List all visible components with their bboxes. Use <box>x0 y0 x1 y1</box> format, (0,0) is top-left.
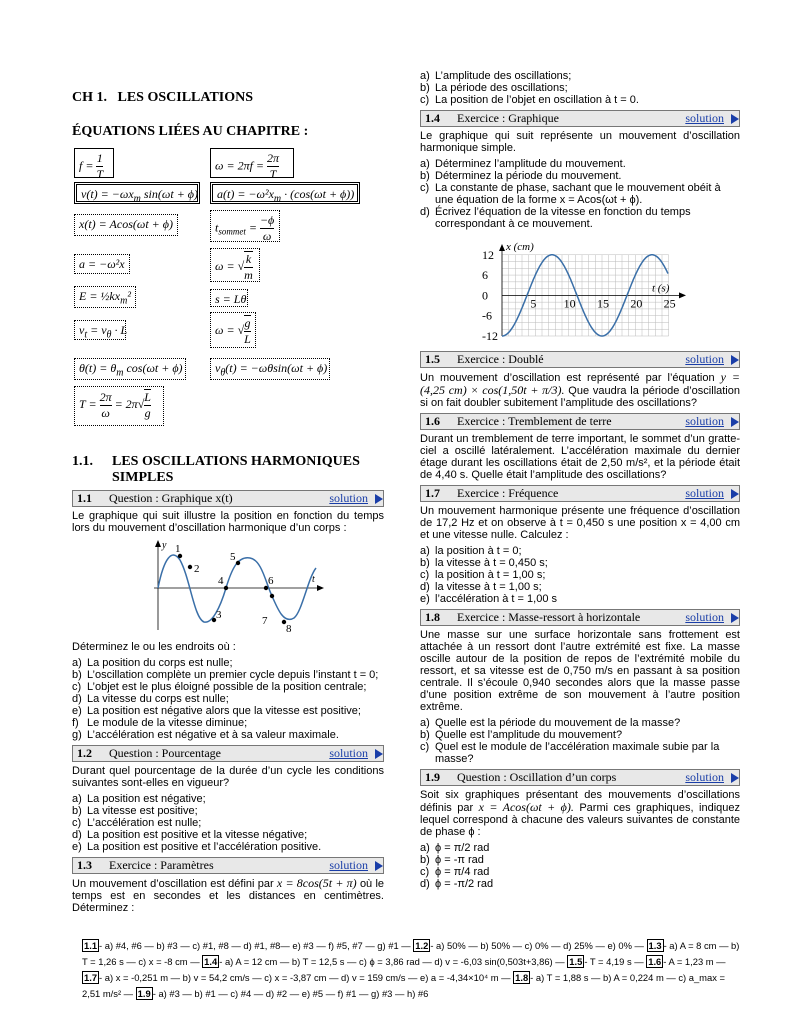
point-label-8: 8 <box>286 623 292 635</box>
formula-velocity: $v(t) = -\omega x_m$ sin(ωt + ϕ) <box>74 182 200 204</box>
q1-7-text: Un mouvement harmonique présente une fréquence d’oscillation de 17,2 Hz et on observe à t = 0,450 s une position x = 4,00 cm et une vitesse nulle. Calculez : <box>420 505 740 541</box>
point-4 <box>224 586 228 590</box>
formula-energy: $E = \frac{1}{2}kx_m^2$ <box>74 286 136 308</box>
list-item: a) La position du corps est nulle; <box>72 657 233 669</box>
solution-arrow-icon[interactable] <box>731 773 739 783</box>
point-label-5: 5 <box>230 551 236 563</box>
y-tick-label: 6 <box>482 268 488 283</box>
list-item: c) ϕ = π/4 rad <box>420 866 490 878</box>
graph-x-t <box>72 538 384 638</box>
solution-link-1-7[interactable]: solution <box>685 486 724 500</box>
x-tick-label: 10 <box>563 296 576 311</box>
point-label-7: 7 <box>262 615 268 627</box>
q1-8-text: Une masse sur une surface horizontale sans frottement est attachée à un ressort dont l’autre extrémité est fixe. La masse oscille autour de la position de repos de l’extrémité mobile du ressort, et sa vitesse est de 0,750 m/s en passant à sa position centrale. Il s’écoule 0,940 secondes alors que la masse passe d’une position extrême de son mouvement à l’autre position extrême. <box>420 629 740 713</box>
q1-2-options <box>72 793 384 853</box>
q1-5-text: Un mouvement d’oscillation est représenté par l’équation y = (4,25 cm) × cos(1,50t + π/3). Que vaudra la période d’oscillation si on fait doubler subitement l’amplitude des oscillations? <box>420 370 740 409</box>
solution-arrow-icon[interactable] <box>375 749 383 759</box>
point-label-4: 4 <box>218 575 224 587</box>
q1-1-text: Le graphique qui suit illustre la position en fonction du temps lors du mouvement d’oscillation harmonique d’un corps : <box>72 510 384 534</box>
answers-footer: 1.1 - a) #4, #6 — b) #3 — c) #1, #8 — d) #1, #8— e) #3 — f) #5, #7 — g) #1 — 1.2 - a) 50% — b) 50% — c) 0% — d) 25% — e) 0% — 1.3 - a) A = 8 cm — b) T = 1,26 s — c) x = -8 cm — 1.4 - a) A = 12 cm — b) T = 12,5 s — c) ϕ = 3,86 rad — d) v = -6,03 sin(0,503t+3,86) — 1.5 - T = 4,19 s — 1.6 - A = 1,23 m — 1.7 - a) x = -0,251 m — b) v = 54,2 cm/s — c) x = -3,87 cm — d) v = 159 cm/s — e) a = -4,34×10⁴ m — 1.8 - a) T = 1,88 s — b) A = 0,224 m — c) a_max = 2,51 m/s² — 1.9 - a) #3 — b) #1 — c) #4 — d) #2 — e) #5 — f) #1 — g) #3 — h) #6 <box>82 940 740 999</box>
answer-tag-1-6[interactable]: 1.6 <box>648 956 662 967</box>
q1-1-prompt: Déterminez le ou les endroits où : <box>72 641 236 653</box>
question-1-9-header: 1.9 Question : Oscillation d’un corps solution <box>420 769 740 786</box>
point-label-2: 2 <box>194 563 200 575</box>
q1-3-options <box>420 70 740 106</box>
formula-grid <box>72 148 384 440</box>
q1-2-text: Durant quel pourcentage de la durée d’un cycle les conditions suivantes sont-elles en vigueur? <box>72 765 384 789</box>
list-item: d) la vitesse à t = 1,00 s; <box>420 581 542 593</box>
solution-arrow-icon[interactable] <box>375 494 383 504</box>
list-item: d) Écrivez l’équation de la vitesse en fonction du temps correspondant à ce mouvement. <box>420 206 691 230</box>
solution-arrow-icon[interactable] <box>731 489 739 499</box>
point-7 <box>270 594 274 598</box>
list-item: a) la position à t = 0; <box>420 545 522 557</box>
list-item: g) L’accélération est négative et à sa valeur maximale. <box>72 729 339 741</box>
y-tick-label: -6 <box>482 308 492 323</box>
solution-link-1-5[interactable]: solution <box>685 352 724 366</box>
formula-t-sommet: $t_{sommet}$ = −ϕ ω <box>210 210 280 242</box>
list-item: c) Quel est le module de l’accélération maximale subie par la masse? <box>420 741 720 765</box>
y-tick-label: 0 <box>482 288 488 303</box>
q1-8-options <box>420 717 740 765</box>
list-item: c) La position de l’objet en oscillation à t = 0. <box>420 94 639 106</box>
list-item: c) L’accélération est nulle; <box>72 817 202 829</box>
equations-heading: ÉQUATIONS LIÉES AU CHAPITRE : <box>72 124 309 139</box>
formula-omega: ω = 2πf = 2π T <box>210 148 294 178</box>
q1-4-text: Le graphique qui suit représente un mouvement d’oscillation harmonique simple. <box>420 130 740 154</box>
formula-frequency: f = 1 T <box>74 148 114 178</box>
q1-1-options <box>72 657 384 741</box>
chart-ylabel: x (cm) <box>506 241 534 253</box>
formula-acceleration: $a(t) = -\omega^2x_m \cdot (\cos(\omega t + \phi))$ <box>210 182 360 204</box>
answer-tag-1-7[interactable]: 1.7 <box>84 972 98 983</box>
list-item: a) L’amplitude des oscillations; <box>420 70 572 82</box>
list-item: c) la position à t = 1,00 s; <box>420 569 546 581</box>
solution-arrow-icon[interactable] <box>731 613 739 623</box>
list-item: e) La position est positive et l’accélération positive. <box>72 841 322 853</box>
formula-vt: $v_t = v_\theta \cdot L$ <box>74 320 126 340</box>
formula-acc-x: a = −ω²x <box>74 254 130 274</box>
answer-tag-1-8[interactable]: 1.8 <box>515 972 529 983</box>
chart-xlabel: t (s) <box>652 282 670 295</box>
list-item: c) La constante de phase, sachant que le mouvement obéit à une équation de la forme x = Acos(ωt + ϕ). <box>420 182 721 206</box>
answer-tag-1-4[interactable]: 1.4 <box>204 956 218 967</box>
formula-period-pendulum: T = 2π ω = 2π√ L g <box>74 386 164 426</box>
y-axis-arrow <box>499 244 505 251</box>
q1-4-options <box>420 158 740 230</box>
solution-link-1-1[interactable]: solution <box>329 491 368 505</box>
chapter-heading: CH 1. LES OSCILLATIONS <box>72 90 254 105</box>
question-1-8-header: 1.8 Exercice : Masse-ressort à horizontale solution <box>420 609 740 626</box>
y-tick-label: 12 <box>482 247 494 262</box>
list-item: a) La position est négative; <box>72 793 206 805</box>
list-item: d) La vitesse du corps est nulle; <box>72 693 229 705</box>
list-item: e) La position est négative alors que la vitesse est positive; <box>72 705 361 717</box>
point-2 <box>188 565 192 569</box>
solution-link-1-8[interactable]: solution <box>685 610 724 624</box>
question-1-1-header: 1.1 Question : Graphique x(t) solution <box>72 490 384 507</box>
axis-label-y: y <box>162 540 167 551</box>
question-1-2-header: 1.2 Question : Pourcentage solution <box>72 745 384 762</box>
list-item: d) ϕ = -π/2 rad <box>420 878 494 890</box>
solution-link-1-9[interactable]: solution <box>685 770 724 784</box>
list-item: b) Déterminez la période du mouvement. <box>420 170 622 182</box>
answer-tag-1-2[interactable]: 1.2 <box>415 940 429 951</box>
section-heading: 1.1. LES OSCILLATIONS HARMONIQUES SIMPLES <box>72 454 360 485</box>
answer-tag-1-9[interactable]: 1.9 <box>137 988 151 999</box>
formula-arc: s = Lθ <box>210 289 248 307</box>
q1-3-text: Un mouvement d’oscillation est défini par x = 8cos(5t + π) où le temps est en secondes et les distances en centimètres. Déterminez : <box>72 876 385 914</box>
list-item: c) L’objet est le plus éloigné possible de la position centrale; <box>72 681 367 693</box>
solution-link-1-4[interactable]: solution <box>685 111 724 125</box>
axis-label-t: t <box>312 574 315 585</box>
formula-omega-spring: ω = √ k m <box>210 248 260 282</box>
question-1-6-header: 1.6 Exercice : Tremblement de terre solution <box>420 413 740 430</box>
x-tick-label: 15 <box>597 296 609 311</box>
list-item: a) ϕ = π/2 rad <box>420 842 490 854</box>
solution-link-1-2[interactable]: solution <box>329 746 368 760</box>
solution-arrow-icon[interactable] <box>731 417 739 427</box>
solution-link-1-3[interactable]: solution <box>329 858 368 872</box>
list-item: e) l’accélération à t = 1,00 s <box>420 593 557 605</box>
q1-9-options <box>420 842 740 890</box>
solution-arrow-icon[interactable] <box>731 114 739 124</box>
list-item: b) L’oscillation complète un premier cycle depuis l’instant t = 0; <box>72 669 379 681</box>
solution-arrow-icon[interactable] <box>375 861 383 871</box>
list-item: b) ϕ = -π rad <box>420 854 484 866</box>
question-1-5-header: 1.5 Exercice : Doublé solution <box>420 351 740 368</box>
point-label-1: 1 <box>175 543 181 555</box>
answer-tag-1-5[interactable]: 1.5 <box>569 956 583 967</box>
q1-9-text: Soit six graphiques présentant des mouvements d’oscillations définis par x = Acos(ωt + ϕ). Parmi ces graphiques, indiquez lequel correspond à chacune des valeurs suivantes de constante de phase ϕ : <box>420 789 740 838</box>
answer-tag-1-1[interactable]: 1.1 <box>84 940 98 951</box>
list-item: b) La période des oscillations; <box>420 82 568 94</box>
y-tick-label: -12 <box>482 329 498 343</box>
list-item: b) la vitesse à t = 0,450 s; <box>420 557 548 569</box>
formula-position: x(t) = Acos(ωt + ϕ) <box>74 214 178 236</box>
point-label-3: 3 <box>216 609 222 621</box>
list-item: d) La position est positive et la vitesse négative; <box>72 829 308 841</box>
list-item: a) Déterminez l’amplitude du mouvement. <box>420 158 626 170</box>
list-item: b) La vitesse est positive; <box>72 805 198 817</box>
formula-theta: $\theta(t) = \theta_m$ cos(ωt + ϕ) <box>74 358 186 380</box>
q1-7-options <box>420 545 740 605</box>
list-item: a) Quelle est la période du mouvement de la masse? <box>420 717 681 729</box>
formula-v-theta: $v_\theta(t) = -\omega\theta\sin(\omega t + \phi)$ <box>210 358 330 380</box>
x-axis-arrow <box>679 292 686 298</box>
chart-1-4 <box>420 234 740 346</box>
point-5 <box>236 561 240 565</box>
question-1-4-header: 1.4 Exercice : Graphique solution <box>420 110 740 127</box>
x-tick-label: 5 <box>530 296 537 311</box>
answer-tag-1-3[interactable]: 1.3 <box>648 940 662 951</box>
x-tick-label: 25 <box>663 296 676 311</box>
left-column <box>72 86 384 918</box>
question-1-7-header: 1.7 Exercice : Fréquence solution <box>420 485 740 502</box>
solution-arrow-icon[interactable] <box>731 355 739 365</box>
graph-points <box>175 543 292 635</box>
formula-omega-pendulum: ω = √ g L <box>210 312 256 348</box>
x-tick-label: 20 <box>630 296 643 311</box>
q1-6-text: Durant un tremblement de terre important, le sommet d’un gratte-ciel a oscillé latéralement. L’accélération maximale du dernier étage durant les oscillations était de 2,50 m/s², et la période était de 4,40 s. Quelle était l’amplitude des oscillations? <box>420 433 740 481</box>
right-column <box>420 70 740 894</box>
list-item: f) Le module de la vitesse diminue; <box>72 717 248 729</box>
question-1-3-header: 1.3 Exercice : Paramètres solution <box>72 857 384 874</box>
point-label-6: 6 <box>268 575 274 587</box>
list-item: b) Quelle est l’amplitude du mouvement? <box>420 729 623 741</box>
solution-link-1-6[interactable]: solution <box>685 414 724 428</box>
